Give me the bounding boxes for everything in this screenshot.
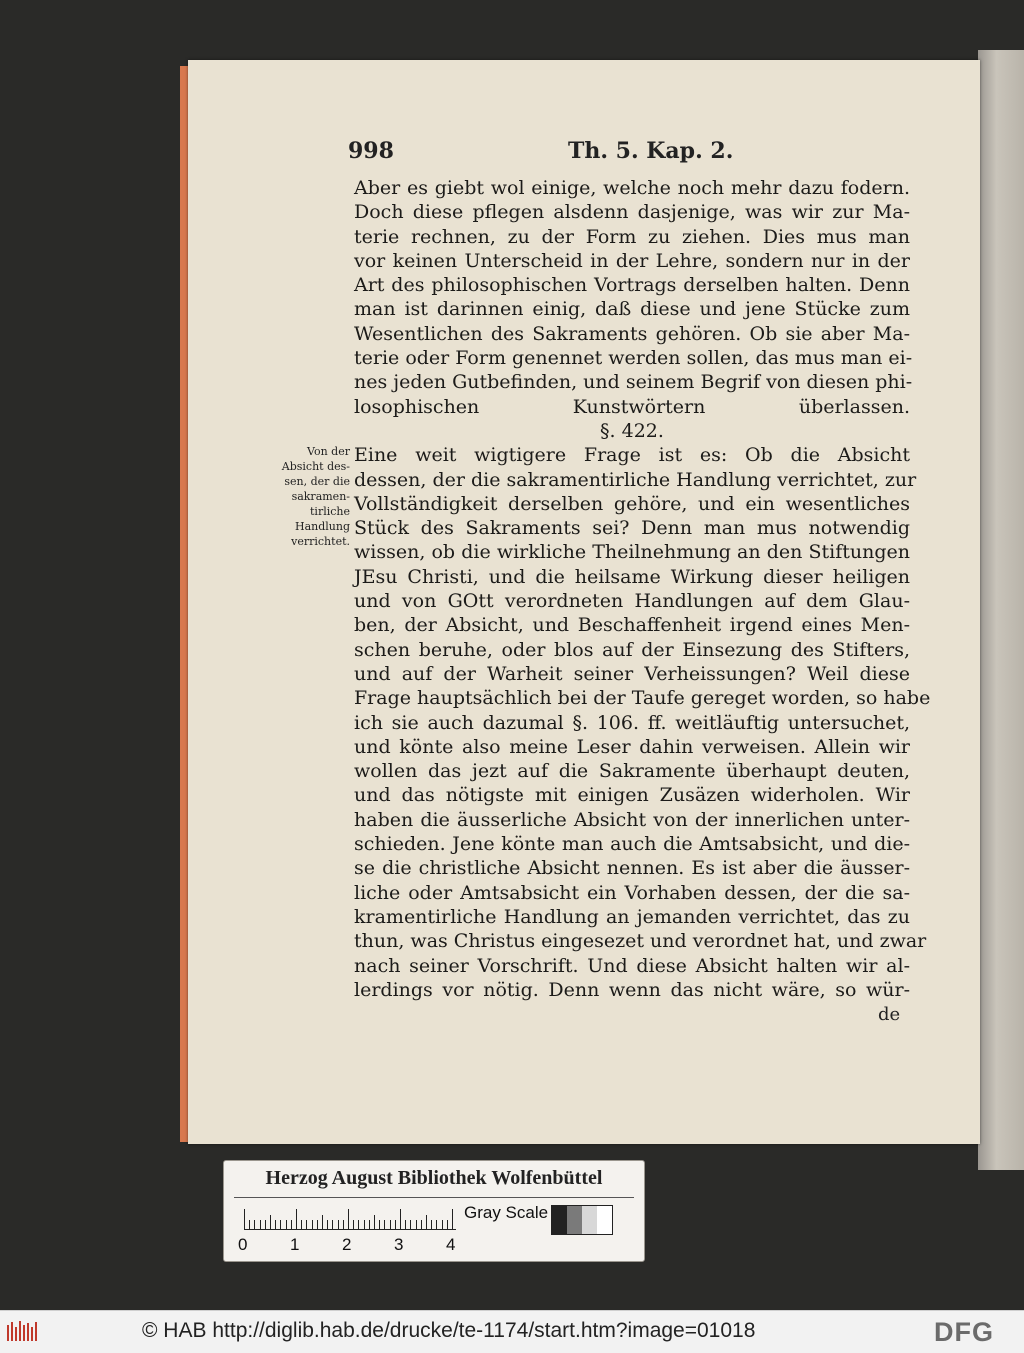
text-line: terie oder Form genennet werden sollen, das mus man ei- [354, 347, 913, 370]
ruler-tick [416, 1220, 417, 1229]
text-line: losophischen Kunstwörtern überlassen. [354, 395, 910, 418]
ruler-tick [379, 1220, 380, 1229]
margin-note-line: sen, der die [284, 475, 350, 488]
margin-note-line: Handlung [294, 520, 350, 533]
ruler-label: 1 [290, 1235, 300, 1254]
ruler-tick [244, 1209, 245, 1229]
ruler-tick [327, 1220, 328, 1229]
gray-swatch [582, 1206, 597, 1234]
ruler-tick [348, 1209, 349, 1229]
ruler-tick [296, 1209, 297, 1229]
text-line: haben die äusserliche Absicht von der innerlichen unter- [354, 808, 910, 831]
hab-logo-icon [6, 1319, 40, 1345]
text-line: und könte also meine Leser dahin verweisen. Allein wir [354, 735, 910, 758]
text-line: Art des philosophischen Vortrags derselben halten. Denn [354, 274, 910, 297]
text-line: Stück des Sakraments sei? Denn man mus notwendig [354, 517, 910, 540]
gray-swatch [552, 1206, 567, 1234]
catchword: de [878, 1004, 901, 1025]
text-line: Wesentlichen des Sakraments gehören. Ob sie aber Ma- [354, 322, 910, 345]
text-line: lerdings vor nötig. Denn wenn das nicht wäre, so wür- [354, 978, 910, 1001]
ruler-tick [270, 1215, 271, 1229]
ruler-tick [343, 1220, 344, 1229]
copyright-text: © HAB [142, 1319, 207, 1342]
text-line: wollen das jezt auf die Sakramente überhaupt deuten, [354, 760, 910, 783]
ruler-label: 2 [342, 1235, 352, 1254]
text-line: Vollständigkeit derselben gehöre, und ein wesentliches [354, 492, 910, 515]
text-line: nach seiner Vorschrift. Und diese Absicht halten wir al- [354, 954, 910, 977]
text-line: und auf der Warheit seiner Verheissungen? Weil diese [354, 662, 910, 685]
text-line: man ist darinnen einig, daß diese und jene Stücke zum [354, 298, 910, 321]
ruler-tick [431, 1220, 432, 1229]
ruler-tick [291, 1220, 292, 1229]
source-url-link[interactable]: http://diglib.hab.de/drucke/te-1174/start.htm?image=01018 [212, 1319, 756, 1342]
margin-note-line: Von der [307, 445, 350, 458]
ruler-tick [265, 1220, 266, 1229]
page-number: 998 [348, 138, 394, 164]
ruler-tick [358, 1220, 359, 1229]
card-divider [234, 1197, 634, 1198]
gray-swatch [597, 1206, 612, 1234]
running-head: Th. 5. Kap. 2. [568, 138, 734, 164]
ruler-label: 0 [238, 1235, 248, 1254]
marginal-note [274, 444, 350, 549]
footer-credit [142, 1319, 755, 1343]
text-line: Doch diese pflegen alsdenn dasjenige, was wir zur Ma- [354, 201, 910, 224]
text-line: wissen, ob die wirkliche Theilnehmung an den Stiftungen [354, 541, 910, 564]
text-line: se die christliche Absicht nennen. Es ist aber die äusser- [354, 857, 910, 880]
ruler-tick [254, 1220, 255, 1229]
paragraph-section-422 [354, 443, 931, 1002]
body-text [354, 176, 931, 1002]
ruler-label: 3 [394, 1235, 404, 1254]
ruler-tick [317, 1220, 318, 1229]
ruler-tick [275, 1220, 276, 1229]
text-line: liche oder Amtsabsicht ein Vorhaben dessen, der die sa- [354, 881, 910, 904]
text-line: dessen, der die sakramentirliche Handlung verrichtet, zur [354, 468, 917, 491]
ruler-tick [364, 1220, 365, 1229]
text-line: kramentirliche Handlung an jemanden verrichtet, das zu [354, 905, 910, 928]
margin-note-line: tirliche [310, 505, 350, 518]
ruler-tick [322, 1215, 323, 1229]
section-number: §. 422. [600, 419, 664, 442]
gray-swatch [567, 1206, 582, 1234]
gray-scale-swatches [551, 1205, 613, 1235]
gray-scale-label: Gray Scale [464, 1203, 549, 1222]
ruler-label: 4 [446, 1235, 456, 1254]
text-line: schieden. Jene könte man auch die Amtsabsicht, und die- [354, 833, 910, 856]
text-line: Eine weit wigtigere Frage ist es: Ob die Absicht [354, 444, 910, 467]
ruler-tick [280, 1220, 281, 1229]
text-line: und das nötigste mit einigen Zusäzen widerholen. Wir [354, 784, 910, 807]
margin-note-line: sakramen- [291, 490, 350, 503]
reference-card [223, 1160, 645, 1262]
ruler-tick [447, 1220, 448, 1229]
footer-bar [0, 1310, 1024, 1353]
ruler-tick [260, 1220, 261, 1229]
ruler-tick [332, 1220, 333, 1229]
ruler-tick [306, 1220, 307, 1229]
ruler-tick [410, 1220, 411, 1229]
ruler-tick [353, 1220, 354, 1229]
ruler-tick [301, 1220, 302, 1229]
text-line: terie rechnen, zu der Form zu ziehen. Dies mus man [354, 225, 910, 248]
ruler-tick [442, 1220, 443, 1229]
ruler-tick [395, 1220, 396, 1229]
ruler-labels [238, 1235, 478, 1255]
book-page [188, 60, 980, 1144]
dfg-logo: DFG [934, 1317, 994, 1347]
paragraph-continued [354, 176, 913, 419]
ruler-tick [369, 1220, 370, 1229]
ruler-tick [405, 1220, 406, 1229]
text-line: Aber es giebt wol einige, welche noch mehr dazu fodern. [354, 177, 910, 199]
ruler-tick [338, 1220, 339, 1229]
ruler-tick [249, 1220, 250, 1229]
text-line: ich sie auch dazumal §. 106. ff. weitläuftig untersuchet, [354, 711, 910, 734]
ruler-tick [421, 1220, 422, 1229]
text-line: thun, was Christus eingesezet und verordnet hat, und zwar [354, 930, 927, 953]
ruler-tick [390, 1220, 391, 1229]
ruler-tick [384, 1220, 385, 1229]
ruler-tick [426, 1215, 427, 1229]
adjacent-page-edge [978, 50, 1024, 1170]
ruler-tick [312, 1220, 313, 1229]
ruler-tick [400, 1209, 401, 1229]
ruler-tick [436, 1220, 437, 1229]
text-line: und von GOtt verordneten Handlungen auf dem Glau- [354, 590, 910, 613]
margin-note-line: verrichtet. [291, 535, 350, 548]
text-line: Frage hauptsächlich bei der Taufe gereget worden, so habe [354, 687, 931, 710]
scale-ruler [244, 1207, 456, 1230]
text-line: schen beruhe, oder blos auf der Einsezung des Stifters, [354, 638, 910, 661]
text-line: vor keinen Unterscheid in der Lehre, sondern nur in der [354, 249, 910, 272]
library-title: Herzog August Bibliothek Wolfenbüttel [265, 1167, 603, 1189]
ruler-tick [452, 1209, 453, 1229]
ruler-tick [286, 1220, 287, 1229]
page-header [348, 138, 908, 174]
text-line: ben, der Absicht, und Beschaffenheit irgend eines Men- [354, 614, 910, 637]
text-line: JEsu Christi, und die heilsame Wirkung dieser heiligen [354, 565, 910, 588]
margin-note-line: Absicht des- [281, 460, 350, 473]
text-line: nes jeden Gutbefinden, und seinem Begrif von diesen phi- [354, 371, 913, 394]
ruler-tick [374, 1215, 375, 1229]
